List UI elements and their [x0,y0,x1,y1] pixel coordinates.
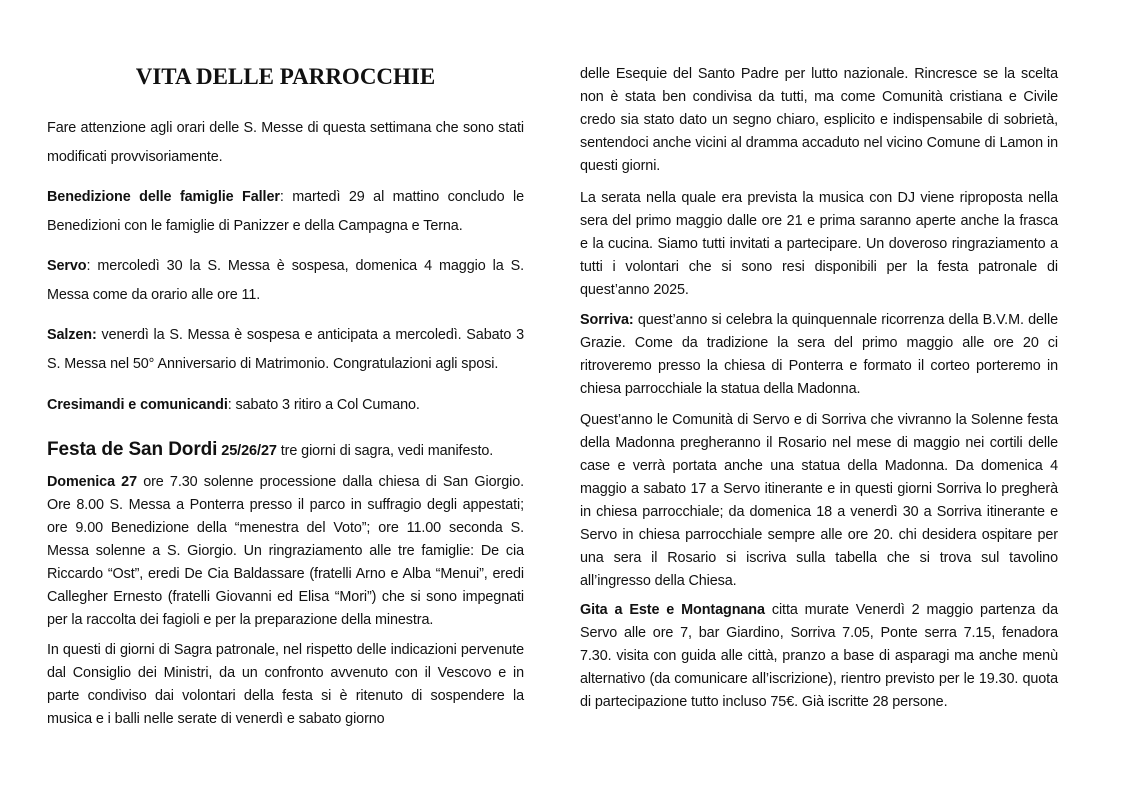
cresimandi-paragraph [47,391,524,420]
sorriva-text: quest’anno si celebra la quinquennale ricorrenza della B.V.M. delle Grazie. Come da tradizione la sera del primo maggio alle ore 20 ci ritroveremo presso la chiesa di Ponterra e formato il corteo porteremo in chiesa parrocchiale la statua della Madonna. [580,312,1058,397]
festa-title: Festa de San Dordi [47,439,218,460]
sagra-paragraph: In questi di giorni di Sagra patronale, nel rispetto delle indicazioni pervenute dal Consiglio dei Ministri, da un confronto avvenuto con il Vescovo e in parte condiviso dai volontari della festa si è ritenuto di sospendere la musica e i balli nelle serate di venerdì e sabato giorno [47,642,524,727]
faller-paragraph [47,183,524,241]
rosario-paragraph: Quest’anno le Comunità di Servo e di Sorriva che vivranno la Solenne festa della Madonna pregheranno il Rosario nel mese di maggio nei cortili delle case e verrà portata anche una statua della Madonna. Da domenica 4 maggio a sabato 17 a Servo itinerante e in questi giorni Sorriva lo pregherà in chiesa parrocchiale; da domenica 18 a venerdì 30 a Sorriva itinerante e Servo in chiesa parrocchiale sempre alle ore 20. chi desidera ospitare per una sera il Rosario si iscriva sulla tabella che si trova sul tavolino all’ingresso della Chiesa. [580,412,1058,589]
salzen-text: venerdì la S. Messa è sospesa e anticipata a mercoledì. Sabato 3 S. Messa nel 50° Anniversario di Matrimonio. Congratulazioni agli sposi. [47,327,524,372]
salzen-paragraph [47,321,524,379]
cresimandi-text: : sabato 3 ritiro a Col Cumano. [227,397,420,413]
cresimandi-label: Cresimandi e comunicandi [47,397,228,413]
intro-paragraph: Fare attenzione agli orari delle S. Messe di questa settimana che sono stati modificati provvisoriamente. [47,120,524,165]
faller-text: : martedì 29 al mattino concludo le Benedizioni con le famiglie di Panizzer e della Campagna e Terna. [47,189,524,234]
esequie-paragraph: delle Esequie del Santo Padre per lutto nazionale. Rincresce se la scelta non è stata ben condivisa da tutti, ma come Comunità cristiana e Civile credo sia stato dato un segno chiaro, esplicito e indispensabile di sobrietà, sentendoci anche vicini al dramma accaduto nel vicino Comune di Lamon in questi giorni. [580,66,1058,174]
faller-label: Benedizione delle famiglie Faller [47,189,280,205]
domenica-paragraph [47,471,524,632]
gita-label: Gita a Este e Montagnana [580,602,765,618]
serata-paragraph: La serata nella quale era prevista la musica con DJ viene riproposta nella sera del primo maggio dalle ore 21 e prima saranno aperte anche la frasca e la cucina. Siamo tutti invitati a partecipare. Un doveroso ringraziamento a tutti i volontari che si sono resi disponibili per la festa patronale di quest’anno 2025. [580,190,1058,298]
salzen-label: Salzen: [47,327,97,343]
servo-label: Servo [47,258,87,274]
sorriva-label: Sorriva: [580,312,634,328]
festa-dates: 25/26/27 [217,443,277,459]
festa-heading [47,436,524,465]
servo-paragraph [47,252,524,310]
gita-paragraph [580,599,1058,714]
servo-text: : mercoledì 30 la S. Messa è sospesa, domenica 4 maggio la S. Messa come da orario alle ore 11. [47,258,524,303]
domenica-text: ore 7.30 solenne processione dalla chiesa di San Giorgio. Ore 8.00 S. Messa a Ponterra presso il parco in suffragio degli appestati; ore 9.00 Benedizione della “menestra del Voto”; ore 11.00 seconda S. Messa solenne a S. Giorgio. Un ringraziamento alle tre famiglie: De cia Riccardo “Ost”, eredi De Cia Baldassare (fratelli Arno e Alba “Menui”, eredi Callegher Ernesto (fratelli Giovanni ed Elisa “Mori”) che si sono impegnati per la raccolta dei fagioli e per la preparazione della minestra. [47,474,524,628]
gita-text: citta murate Venerdì 2 maggio partenza da Servo alle ore 7, bar Giardino, Sorriva 7.05, Ponte serra 7.15, fenadora 7.30. visita con guida alle città, pranzo a base di asparagi ma anche menù alternativo (da comunicare all’iscrizione), rientro previsto per le 19.30. quota di partecipazione tutto incluso 75€. Già iscritte 28 persone. [580,602,1058,710]
domenica-label: Domenica 27 [47,474,137,490]
festa-text: tre giorni di sagra, vedi manifesto. [276,443,494,459]
page-title: VITA DELLE PARROCCHIE [135,64,436,89]
sorriva-paragraph [580,309,1058,401]
